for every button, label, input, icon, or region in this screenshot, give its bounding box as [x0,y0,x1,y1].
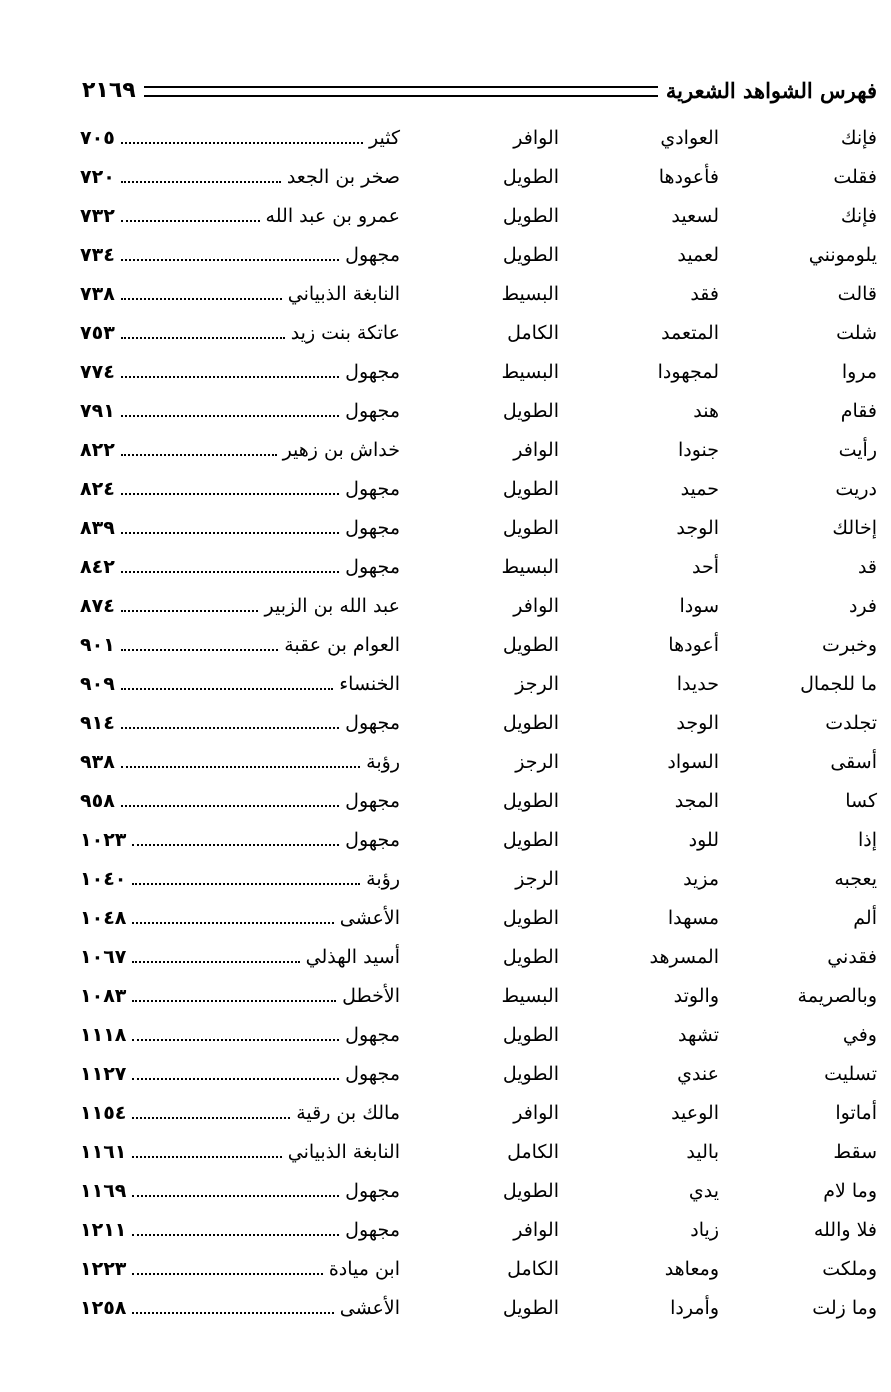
table-row [0,1132,891,1171]
page-reference: ٨٢٢ [80,439,115,461]
poetic-meter: الطويل [502,478,559,500]
poetic-meter: الوافر [513,595,559,617]
poet-name: ابن ميادة [328,1258,400,1280]
dot-leader [132,829,339,846]
poet-name: الأعشى [339,907,400,929]
page-reference: ٧٣٢ [80,205,115,227]
dot-leader [132,907,333,924]
poet-page-cell [80,828,400,852]
first-word: إخالك [832,517,877,539]
poet-page-cell [80,984,400,1008]
first-word: قالت [837,283,877,305]
poet-page-cell [80,906,400,930]
poet-name: مجهول [345,361,400,383]
dot-leader [121,478,339,495]
first-word: يعجبه [834,868,877,890]
poet-name: الخنساء [339,673,400,695]
rhyme-word: للود [688,829,719,851]
rhyme-word: لعميد [677,244,719,266]
poetic-meter: الكامل [507,1141,559,1163]
poet-name: أسيد الهذلي [305,946,400,968]
table-row [0,1171,891,1210]
poet-name: عبد الله بن الزبير [264,595,400,617]
first-word: فقام [840,400,877,422]
dot-leader [132,868,360,885]
rhyme-word: حميد [680,478,719,500]
poet-page-cell [80,1140,400,1164]
poet-page-cell [80,165,400,189]
first-word: فإنك [840,205,877,227]
poet-name: مجهول [345,790,400,812]
first-word: وبالصريمة [797,985,877,1007]
table-row [0,313,891,352]
poetic-meter: الطويل [502,790,559,812]
poet-page-cell [80,750,400,774]
rhyme-word: أعودها [668,634,719,656]
poetic-meter: الطويل [502,1180,559,1202]
poetic-meter: الوافر [513,439,559,461]
first-word: فقدني [827,946,877,968]
poetic-meter: الرجز [515,673,559,695]
poetic-meter: الطويل [502,946,559,968]
table-row [0,352,891,391]
page-reference: ١٠٨٣ [80,985,127,1007]
first-word: ما للجمال [800,673,877,695]
header-rule [144,86,658,97]
rhyme-word: المسرهد [649,946,719,968]
first-word: وملكت [822,1258,877,1280]
poet-page-cell [80,438,400,462]
page-reference: ١١٥٤ [80,1102,127,1124]
dot-leader [121,205,260,222]
first-word: فلا والله [813,1219,877,1241]
poetic-meter: البسيط [501,556,559,578]
dot-leader [132,1063,339,1080]
page-reference: ٩٠١ [80,634,115,656]
table-row [0,976,891,1015]
rhyme-word: المتعمد [661,322,719,344]
dot-leader [121,244,339,261]
poet-page-cell [80,282,400,306]
table-row [0,508,891,547]
poet-page-cell [80,477,400,501]
poet-name: النابغة الذبياني [287,1141,400,1163]
rhyme-word: الوعيد [671,1102,719,1124]
rhyme-word: السواد [667,751,719,773]
poet-name: الأعشى [339,1297,400,1319]
poet-page-cell [80,945,400,969]
poetic-meter: الطويل [502,634,559,656]
poetic-meter: الوافر [513,127,559,149]
poetic-meter: الطويل [502,244,559,266]
poetic-meter: الكامل [507,1258,559,1280]
table-row [0,820,891,859]
table-row [0,1210,891,1249]
table-row [0,547,891,586]
dot-leader [132,1219,339,1236]
rhyme-word: عندي [677,1063,719,1085]
page-reference: ٩٥٨ [80,790,115,812]
table-row [0,664,891,703]
table-row [0,1015,891,1054]
poetic-meter: الوافر [513,1219,559,1241]
poet-page-cell [80,126,400,150]
poet-page-cell [80,204,400,228]
rhyme-word: مسهدا [667,907,719,929]
page-reference: ٧٩١ [80,400,115,422]
page-reference: ١٠٢٣ [80,829,127,851]
table-row [0,274,891,313]
dot-leader [132,985,336,1002]
dot-leader [132,1102,290,1119]
poet-name: مجهول [345,829,400,851]
page-reference: ٨٣٩ [80,517,115,539]
rhyme-word: مزيد [683,868,719,890]
poet-name: رؤبة [366,868,400,890]
page-reference: ٧٣٨ [80,283,115,305]
poet-name: مجهول [345,1219,400,1241]
table-row [0,859,891,898]
poet-name: مجهول [345,556,400,578]
poet-name: مجهول [345,712,400,734]
first-word: أسقى [830,751,877,773]
page-reference: ١١١٨ [80,1024,127,1046]
page-reference: ٨٤٢ [80,556,115,578]
poet-page-cell [80,672,400,696]
page-reference: ٩١٤ [80,712,115,734]
poet-name: مجهول [345,517,400,539]
poet-page-cell [80,555,400,579]
first-word: وفي [842,1024,877,1046]
first-word: فقلت [833,166,877,188]
page-reference: ١٢٢٣ [80,1258,127,1280]
table-row [0,469,891,508]
rhyme-word: سودا [679,595,719,617]
dot-leader [132,1024,339,1041]
first-word: يلومونني [808,244,877,266]
first-word: وما زلت [812,1297,877,1319]
dot-leader [121,517,339,534]
dot-leader [121,634,278,651]
dot-leader [132,1141,281,1158]
table-row [0,937,891,976]
poet-name: مجهول [345,244,400,266]
first-word: أماتوا [835,1102,877,1124]
poet-page-cell [80,789,400,813]
dot-leader [121,790,339,807]
dot-leader [121,595,259,612]
poet-name: رؤبة [366,751,400,773]
page-reference: ١٠٦٧ [80,946,127,968]
poetic-meter: الطويل [502,829,559,851]
page-reference: ٧٣٤ [80,244,115,266]
poet-page-cell [80,1257,400,1281]
rhyme-word: باليد [686,1141,719,1163]
page-reference: ٨٢٤ [80,478,115,500]
dot-leader [121,556,339,573]
first-word: تسليت [824,1063,877,1085]
poetic-meter: الطويل [502,1297,559,1319]
dot-leader [121,439,277,456]
first-word: تجلدت [825,712,877,734]
table-row [0,391,891,430]
dot-leader [132,946,299,963]
first-word: فإنك [840,127,877,149]
poetic-meter: الطويل [502,907,559,929]
table-row [0,1054,891,1093]
poet-page-cell [80,1296,400,1320]
table-row [0,781,891,820]
table-row [0,196,891,235]
dot-leader [121,400,339,417]
page-reference: ٧٥٣ [80,322,115,344]
first-word: قد [857,556,877,578]
poet-page-cell [80,399,400,423]
page-reference: ٧٢٠ [80,166,115,188]
page-reference: ١٠٤٠ [80,868,127,890]
poet-name: العوام بن عقبة [284,634,400,656]
poet-name: مجهول [345,478,400,500]
table-row [0,703,891,742]
poet-name: مجهول [345,1180,400,1202]
dot-leader [132,1297,333,1314]
dot-leader [121,361,339,378]
first-word: شلت [836,322,877,344]
page-header [82,74,877,106]
dot-leader [121,166,281,183]
poetic-meter: الرجز [515,751,559,773]
page-number: ٢١٦٩ [82,77,136,103]
page-reference: ١٠٤٨ [80,907,127,929]
dot-leader [121,673,333,690]
page-reference: ١١٢٧ [80,1063,127,1085]
poet-page-cell [80,243,400,267]
dot-leader [132,1258,322,1275]
poet-page-cell [80,711,400,735]
page-reference: ٨٧٤ [80,595,115,617]
rhyme-word: لمجهودا [657,361,719,383]
first-word: مروا [841,361,877,383]
first-word: وخبرت [821,634,877,656]
dot-leader [121,127,363,144]
first-word: إذا [857,829,877,851]
page-reference: ٧٠٥ [80,127,115,149]
first-word: دريت [835,478,877,500]
poet-name: مالك بن رقية [296,1102,400,1124]
poet-name: عاتكة بنت زيد [290,322,400,344]
poet-name: مجهول [345,400,400,422]
poet-page-cell [80,1023,400,1047]
first-word: ألم [853,907,877,929]
poetic-meter: الرجز [515,868,559,890]
poetic-meter: الكامل [507,322,559,344]
rhyme-word: العوادي [660,127,719,149]
poet-page-cell [80,1062,400,1086]
rhyme-word: يدي [688,1180,719,1202]
page-reference: ١١٦٩ [80,1180,127,1202]
page-reference: ١١٦١ [80,1141,127,1163]
rhyme-word: فقد [690,283,719,305]
page-title: فهرس الشواهد الشعرية [665,77,877,103]
poet-name: النابغة الذبياني [287,283,400,305]
dot-leader [121,322,285,339]
table-row [0,430,891,469]
page-reference: ٩٠٩ [80,673,115,695]
poetic-meter: الطويل [502,517,559,539]
poet-page-cell [80,1218,400,1242]
poet-page-cell [80,321,400,345]
rhyme-word: المجد [674,790,719,812]
rhyme-word: جنودا [677,439,719,461]
poetic-meter: الطويل [502,166,559,188]
table-row [0,1093,891,1132]
poetic-meter: الطويل [502,712,559,734]
rhyme-word: تشهد [678,1024,719,1046]
poetic-meter: الطويل [502,400,559,422]
poetic-meter: البسيط [501,361,559,383]
table-row [0,1288,891,1327]
poetic-meter: البسيط [501,985,559,1007]
poet-name: مجهول [345,1063,400,1085]
table-row [0,118,891,157]
index-table [0,118,891,1327]
poet-name: مجهول [345,1024,400,1046]
rhyme-word: فأعودها [658,166,719,188]
table-row [0,235,891,274]
page-reference: ٩٣٨ [80,751,115,773]
poet-name: عمرو بن عبد الله [265,205,400,227]
dot-leader [132,1180,339,1197]
poet-page-cell [80,516,400,540]
rhyme-word: وأمردا [670,1297,719,1319]
rhyme-word: زياد [690,1219,719,1241]
dot-leader [121,712,339,729]
rhyme-word: ومعاهد [664,1258,719,1280]
table-row [0,157,891,196]
rhyme-word: أحد [692,556,719,578]
first-word: كسا [845,790,877,812]
table-row [0,1249,891,1288]
poet-page-cell [80,360,400,384]
first-word: سقط [833,1141,877,1163]
page-reference: ١٢١١ [80,1219,127,1241]
poetic-meter: الطويل [502,205,559,227]
poetic-meter: الطويل [502,1063,559,1085]
poet-page-cell [80,867,400,891]
poet-name: كثير [369,127,400,149]
poetic-meter: البسيط [501,283,559,305]
poet-name: صخر بن الجعد [286,166,400,188]
table-row [0,742,891,781]
table-row [0,898,891,937]
table-row [0,586,891,625]
rhyme-word: حديدا [676,673,719,695]
rhyme-word: والوتد [673,985,719,1007]
rhyme-word: الوجد [676,712,719,734]
poet-name: الأخطل [342,985,400,1007]
poet-page-cell [80,594,400,618]
first-word: فرد [848,595,877,617]
first-word: رأيت [838,439,877,461]
page-reference: ١٢٥٨ [80,1297,127,1319]
rhyme-word: الوجد [676,517,719,539]
dot-leader [121,283,282,300]
rhyme-word: لسعيد [671,205,719,227]
poet-page-cell [80,1101,400,1125]
poetic-meter: الوافر [513,1102,559,1124]
poetic-meter: الطويل [502,1024,559,1046]
table-row [0,625,891,664]
poet-name: خداش بن زهير [282,439,400,461]
poet-page-cell [80,1179,400,1203]
poet-page-cell [80,633,400,657]
page-reference: ٧٧٤ [80,361,115,383]
dot-leader [121,751,360,768]
first-word: وما لام [823,1180,877,1202]
rhyme-word: هند [693,400,719,422]
